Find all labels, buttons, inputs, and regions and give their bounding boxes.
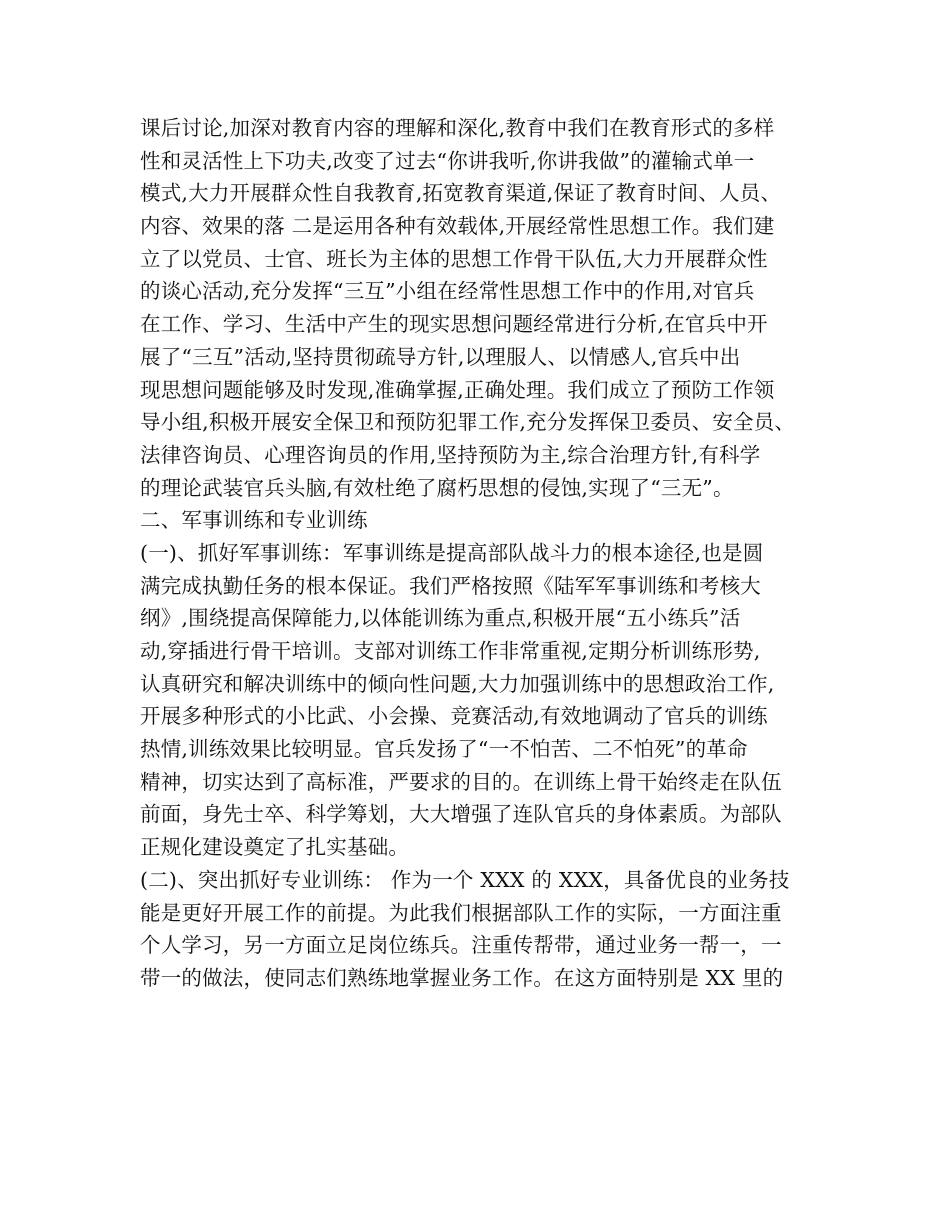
text-line: 开展多种形式的小比武、小会操、竞赛活动,有效地调动了官兵的训练 [140, 704, 768, 729]
text-line: 立了以党员、士官、班长为主体的思想工作骨干队伍,大力开展群众性 [140, 246, 768, 271]
text-line: 的谈心活动,充分发挥“三互”小组在经常性思想工作中的作用,对官兵 [140, 279, 755, 304]
text-line: (二)、突出抓好专业训练： 作为一个 XXX 的 XXX，具备优良的业务技 [140, 867, 790, 892]
text-line: 课后讨论,加深对教育内容的理解和深化,教育中我们在教育形式的多样 [140, 116, 775, 140]
section-heading: 二、军事训练和专业训练 [140, 508, 368, 533]
text-line: 带一的做法，使同志们熟练地掌握业务工作。在这方面特别是 XX 里的 [140, 965, 784, 990]
text-line: 内容、效果的落 二是运用各种有效载体,开展经常性思想工作。我们建 [140, 214, 775, 239]
text-line: 正规化建设奠定了扎实基础。 [140, 835, 410, 860]
text-line: 导小组,积极开展安全保卫和预防犯罪工作,充分发挥保卫委员、安全员、 [140, 410, 796, 435]
text-line: 认真研究和解决训练中的倾向性问题,大力加强训练中的思想政治工作, [140, 671, 775, 696]
body-text [140, 112, 830, 995]
text-line: 热情,训练效果比较明显。官兵发扬了“一不怕苦、二不怕死”的革命 [140, 737, 748, 762]
text-line: 法律咨询员、心理咨询员的作用,坚持预防为主,综合治理方针,有科学 [140, 442, 761, 467]
text-line: 能是更好开展工作的前提。为此我们根据部队工作的实际，一方面注重 [140, 900, 782, 925]
text-line: 前面，身先士卒、科学筹划，大大增强了连队官兵的身体素质。为部队 [140, 802, 782, 827]
text-line: 现思想问题能够及时发现,准确掌握,正确处理。我们成立了预防工作领 [140, 377, 775, 402]
text-line: 纲》,围绕提高保障能力,以体能训练为重点,积极开展“五小练兵”活 [140, 606, 741, 631]
text-line: (一)、抓好军事训练：军事训练是提高部队战斗力的根本途径,也是圆 [140, 540, 764, 565]
text-line: 动,穿插进行骨干培训。支部对训练工作非常重视,定期分析训练形势, [140, 639, 761, 663]
text-line: 精神，切实达到了高标准，严要求的目的。在训练上骨干始终走在队伍 [140, 769, 782, 794]
text-line: 性和灵活性上下功夫,改变了过去“你讲我听,你讲我做”的灌输式单一 [140, 148, 755, 173]
text-line: 在工作、学习、生活中产生的现实思想问题经常进行分析,在官兵中开 [140, 312, 768, 337]
text-line: 展了“三互”活动,坚持贯彻疏导方针,以理服人、以情感人,官兵中出 [140, 344, 741, 369]
text-line: 模式,大力开展群众性自我教育,拓宽教育渠道,保证了教育时间、人员、 [140, 181, 782, 206]
text-line: 满完成执勤任务的根本保证。我们严格按照《陆军军事训练和考核大 [140, 573, 761, 598]
text-line: 个人学习，另一方面立足岗位练兵。注重传帮带，通过业务一帮一，一 [140, 933, 782, 958]
text-line: 的理论武装官兵头脑,有效杜绝了腐朽思想的侵蚀,实现了“三无”。 [140, 475, 734, 500]
